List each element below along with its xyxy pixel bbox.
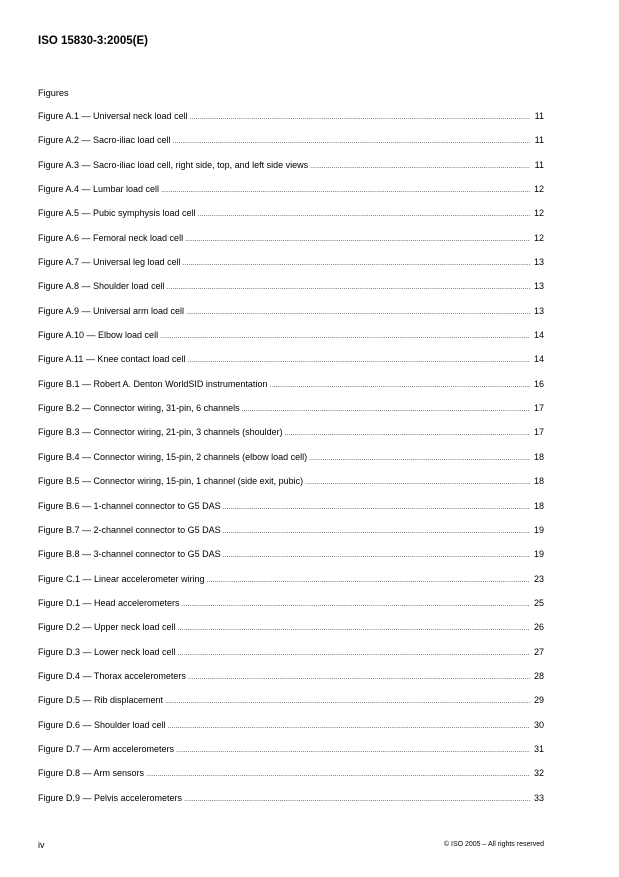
toc-entry-label: Figure A.5 — Pubic symphysis load cell	[38, 208, 196, 219]
toc-leader-dots	[207, 573, 530, 587]
toc-entry[interactable]	[38, 159, 544, 183]
toc-entry[interactable]	[38, 353, 544, 377]
toc-entry-label: Figure A.2 — Sacro-iliac load cell	[38, 135, 171, 146]
toc-entry-page: 13	[533, 281, 544, 292]
toc-entry[interactable]	[38, 500, 544, 524]
toc-leader-dots	[187, 353, 530, 367]
footer-page-number: iv	[38, 840, 45, 850]
toc-entry-page: 11	[534, 135, 544, 146]
toc-leader-dots	[167, 280, 530, 294]
toc-entry[interactable]	[38, 524, 544, 548]
toc-entry[interactable]	[38, 767, 544, 791]
toc-leader-dots	[285, 426, 530, 440]
toc-entry-page: 18	[533, 500, 544, 511]
toc-leader-dots	[188, 670, 530, 684]
toc-entry-page: 19	[533, 549, 544, 560]
toc-entry[interactable]	[38, 597, 544, 621]
toc-leader-dots	[185, 232, 530, 246]
toc-entry-page: 23	[533, 573, 544, 584]
toc-leader-dots	[223, 524, 530, 538]
toc-leader-dots	[190, 110, 530, 124]
toc-leader-dots	[182, 597, 530, 611]
toc-entry-page: 32	[533, 768, 544, 779]
toc-entry-label: Figure B.1 — Robert A. Denton WorldSID instrumentation	[38, 378, 268, 389]
toc-entry-label: Figure A.10 — Elbow load cell	[38, 330, 159, 341]
toc-entry-label: Figure B.7 — 2-channel connector to G5 DAS	[38, 524, 221, 535]
figures-list	[38, 110, 544, 816]
toc-leader-dots	[223, 548, 530, 562]
toc-leader-dots	[242, 402, 530, 416]
toc-entry-page: 14	[533, 354, 544, 365]
toc-entry-label: Figure B.4 — Connector wiring, 15-pin, 2 channels (elbow load cell)	[38, 451, 308, 462]
toc-entry-page: 13	[533, 305, 544, 316]
toc-entry-label: Figure D.4 — Thorax accelerometers	[38, 670, 186, 681]
toc-entry[interactable]	[38, 451, 544, 475]
toc-entry-page: 12	[533, 184, 544, 195]
toc-entry-page: 17	[533, 403, 544, 414]
toc-leader-dots	[176, 743, 530, 757]
toc-leader-dots	[146, 767, 530, 781]
toc-entry-label: Figure A.9 — Universal arm load cell	[38, 305, 185, 316]
toc-entry-label: Figure D.8 — Arm sensors	[38, 768, 145, 779]
toc-entry-label: Figure D.1 — Head accelerometers	[38, 597, 180, 608]
toc-entry-page: 28	[533, 670, 544, 681]
toc-leader-dots	[178, 646, 530, 660]
toc-entry-page: 12	[533, 208, 544, 219]
section-title: Figures	[38, 88, 69, 98]
toc-entry[interactable]	[38, 329, 544, 353]
footer-copyright: © ISO 2005 – All rights reserved	[443, 841, 544, 848]
toc-leader-dots	[310, 159, 530, 173]
toc-entry-page: 11	[534, 159, 544, 170]
toc-entry-page: 31	[533, 743, 544, 754]
document-id-header: ISO 15830-3:2005(E)	[38, 35, 148, 47]
toc-entry[interactable]	[38, 280, 544, 304]
toc-entry[interactable]	[38, 573, 544, 597]
toc-entry-label: Figure A.1 — Universal neck load cell	[38, 111, 188, 121]
toc-entry-page: 12	[533, 232, 544, 243]
toc-entry-page: 18	[533, 476, 544, 487]
toc-entry[interactable]	[38, 792, 544, 816]
toc-entry-page: 25	[533, 597, 544, 608]
toc-entry[interactable]	[38, 402, 544, 426]
toc-entry-label: Figure D.3 — Lower neck load cell	[38, 646, 176, 657]
toc-entry[interactable]	[38, 475, 544, 499]
toc-entry-label: Figure D.2 — Upper neck load cell	[38, 622, 176, 633]
toc-entry-label: Figure A.11 — Knee contact load cell	[38, 354, 186, 365]
toc-entry-label: Figure D.9 — Pelvis accelerometers	[38, 792, 183, 803]
toc-leader-dots	[184, 792, 530, 806]
toc-entry-page: 27	[533, 646, 544, 657]
toc-entry[interactable]	[38, 183, 544, 207]
toc-entry[interactable]	[38, 548, 544, 572]
toc-entry-page: 17	[533, 427, 544, 438]
toc-entry[interactable]	[38, 621, 544, 645]
toc-entry-label: Figure A.8 — Shoulder load cell	[38, 281, 165, 292]
toc-entry-label: Figure A.7 — Universal leg load cell	[38, 257, 181, 268]
toc-entry-label: Figure A.3 — Sacro-iliac load cell, right side, top, and left side views	[38, 159, 309, 170]
toc-entry[interactable]	[38, 378, 544, 402]
toc-leader-dots	[309, 451, 530, 465]
toc-entry[interactable]	[38, 110, 544, 134]
toc-entry-page: 14	[533, 330, 544, 341]
toc-entry[interactable]	[38, 719, 544, 743]
toc-leader-dots	[161, 183, 530, 197]
toc-entry[interactable]	[38, 207, 544, 231]
toc-entry[interactable]	[38, 694, 544, 718]
toc-leader-dots	[165, 694, 530, 708]
toc-leader-dots	[173, 134, 530, 148]
toc-leader-dots	[305, 475, 530, 489]
toc-entry-label: Figure A.6 — Femoral neck load cell	[38, 232, 184, 243]
toc-entry-label: Figure B.6 — 1-channel connector to G5 DAS	[38, 500, 221, 511]
toc-leader-dots	[168, 719, 530, 733]
toc-entry-label: Figure B.8 — 3-channel connector to G5 DAS	[38, 549, 221, 560]
toc-entry-page: 13	[533, 257, 544, 268]
toc-leader-dots	[186, 305, 530, 319]
toc-entry-page: 16	[533, 378, 544, 389]
toc-entry-label: Figure C.1 — Linear accelerometer wiring	[38, 573, 205, 584]
toc-entry-page: 11	[534, 111, 544, 121]
toc-entry[interactable]	[38, 256, 544, 280]
toc-entry-label: Figure D.7 — Arm accelerometers	[38, 743, 175, 754]
toc-leader-dots	[183, 256, 530, 270]
toc-entry-page: 26	[533, 622, 544, 633]
toc-entry-label: Figure D.5 — Rib displacement	[38, 695, 164, 706]
toc-entry[interactable]	[38, 646, 544, 670]
toc-leader-dots	[198, 207, 530, 221]
toc-entry[interactable]	[38, 232, 544, 256]
toc-entry-label: Figure B.3 — Connector wiring, 21-pin, 3 channels (shoulder)	[38, 427, 283, 438]
toc-entry[interactable]	[38, 134, 544, 158]
toc-leader-dots	[223, 500, 530, 514]
toc-entry-page: 30	[533, 719, 544, 730]
toc-entry[interactable]	[38, 670, 544, 694]
toc-leader-dots	[160, 329, 530, 343]
toc-leader-dots	[269, 378, 530, 392]
toc-entry-page: 19	[533, 524, 544, 535]
toc-entry[interactable]	[38, 305, 544, 329]
toc-entry-page: 29	[533, 695, 544, 706]
toc-entry-label: Figure D.6 — Shoulder load cell	[38, 719, 166, 730]
toc-entry-label: Figure B.2 — Connector wiring, 31-pin, 6 channels	[38, 403, 240, 414]
toc-leader-dots	[178, 621, 530, 635]
toc-entry[interactable]	[38, 426, 544, 450]
toc-entry-label: Figure A.4 — Lumbar load cell	[38, 184, 160, 195]
toc-entry-label: Figure B.5 — Connector wiring, 15-pin, 1 channel (side exit, pubic)	[38, 476, 304, 487]
toc-entry-page: 33	[533, 792, 544, 803]
toc-entry-page: 18	[533, 451, 544, 462]
toc-entry[interactable]	[38, 743, 544, 767]
